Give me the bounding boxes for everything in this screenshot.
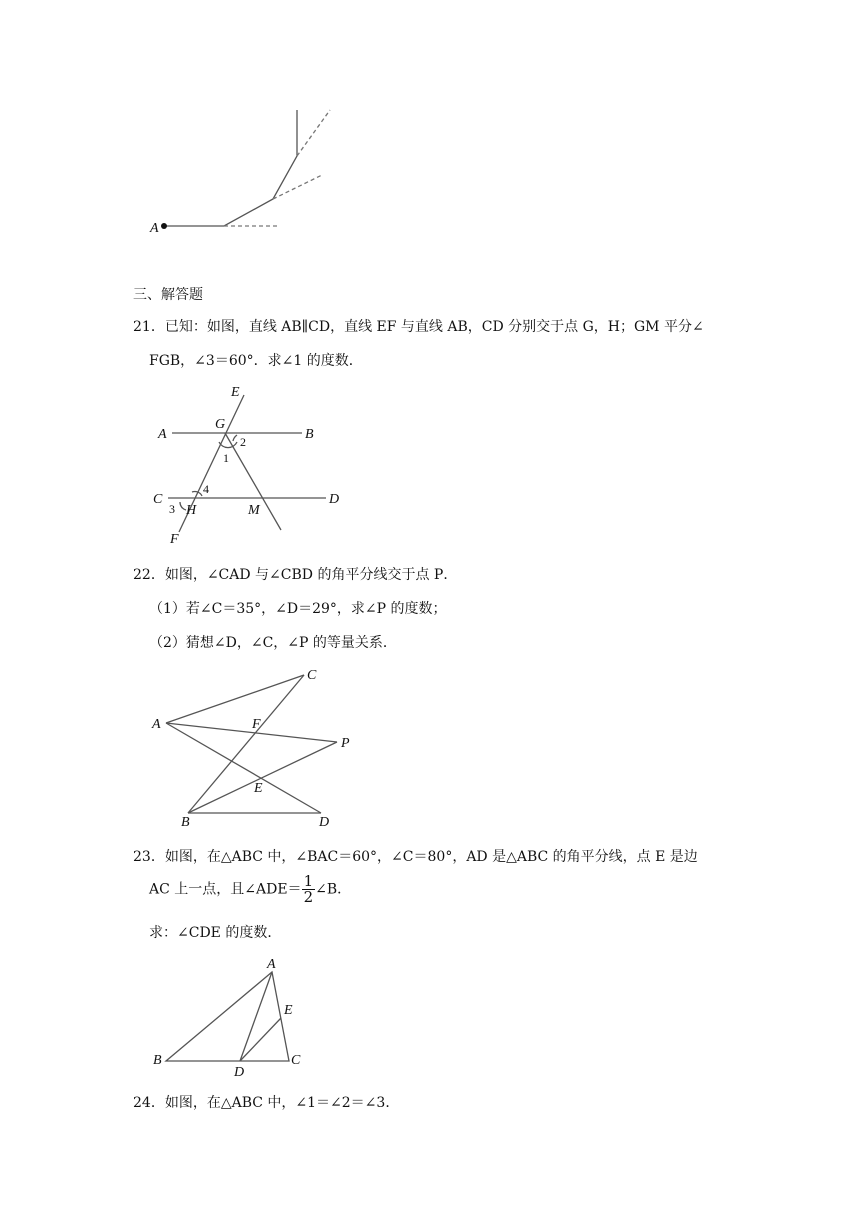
q21-figure [0, 380, 860, 560]
q21-label-f: F [170, 532, 179, 547]
q21-label-d: D [329, 492, 340, 507]
q23-figure [0, 950, 860, 1080]
q21-label-h: H [186, 503, 197, 518]
q23-label-b: B [153, 1053, 162, 1068]
q23-text-line2-post: ∠B． [315, 881, 352, 898]
q21-label-3: 3 [169, 502, 175, 516]
q23-label-c: C [291, 1053, 301, 1068]
q23-label-a: A [267, 957, 276, 972]
q22-text-line2: （1）若∠C＝35°，∠D＝29°，求∠P 的度数； [149, 601, 447, 617]
q22-text-line3: （2）猜想∠D，∠C，∠P 的等量关系． [149, 635, 397, 651]
q21-label-m: M [248, 503, 260, 518]
q23-frac-den: 2 [303, 888, 314, 906]
q22-text-line1: 22．如图，∠CAD 与∠CBD 的角平分线交于点 P． [133, 567, 458, 583]
q22-label-p: P [341, 736, 350, 751]
q23-fraction [302, 874, 316, 905]
section-title: 三、解答题 [133, 287, 203, 303]
q21-label-a: A [158, 427, 167, 442]
q21-label-1: 1 [223, 451, 229, 465]
q23-text-line3: 求：∠CDE 的度数． [149, 925, 282, 941]
q21-label-g: G [215, 417, 226, 432]
q22-label-f: F [252, 717, 261, 732]
q21-label-c: C [153, 492, 163, 507]
q23-text-line1: 23．如图，在△ABC 中，∠BAC＝60°，∠C＝80°，AD 是△ABC 的角平分线，点 E 是边 [133, 849, 698, 865]
q22-figure [0, 660, 860, 830]
path-figure [0, 0, 860, 260]
q21-text-line1: 21．已知：如图，直线 AB∥CD，直线 EF 与直线 AB，CD 分别交于点 G，H；GM 平分∠ [133, 319, 704, 335]
q22-label-e: E [254, 781, 263, 796]
q22-label-d: D [319, 815, 330, 830]
q21-label-b: B [305, 427, 314, 442]
q23-text-line2 [149, 874, 351, 905]
q23-label-d: D [234, 1065, 245, 1080]
q23-label-e: E [284, 1003, 293, 1018]
q22-label-c: C [307, 668, 317, 683]
q23-text-line2-pre: AC 上一点，且∠ADE＝ [149, 881, 302, 898]
q23-frac-num: 1 [303, 872, 314, 890]
q21-text-line2: FGB，∠3＝60°．求∠1 的度数． [149, 353, 363, 369]
q22-label-a: A [152, 717, 161, 732]
q24-text-line1: 24．如图，在△ABC 中，∠1＝∠2＝∠3． [133, 1095, 400, 1111]
q21-label-2: 2 [240, 435, 246, 449]
q22-label-b: B [181, 815, 190, 830]
q21-label-4: 4 [203, 482, 209, 496]
point-label-a: A [150, 221, 159, 236]
q21-label-e: E [231, 385, 240, 400]
